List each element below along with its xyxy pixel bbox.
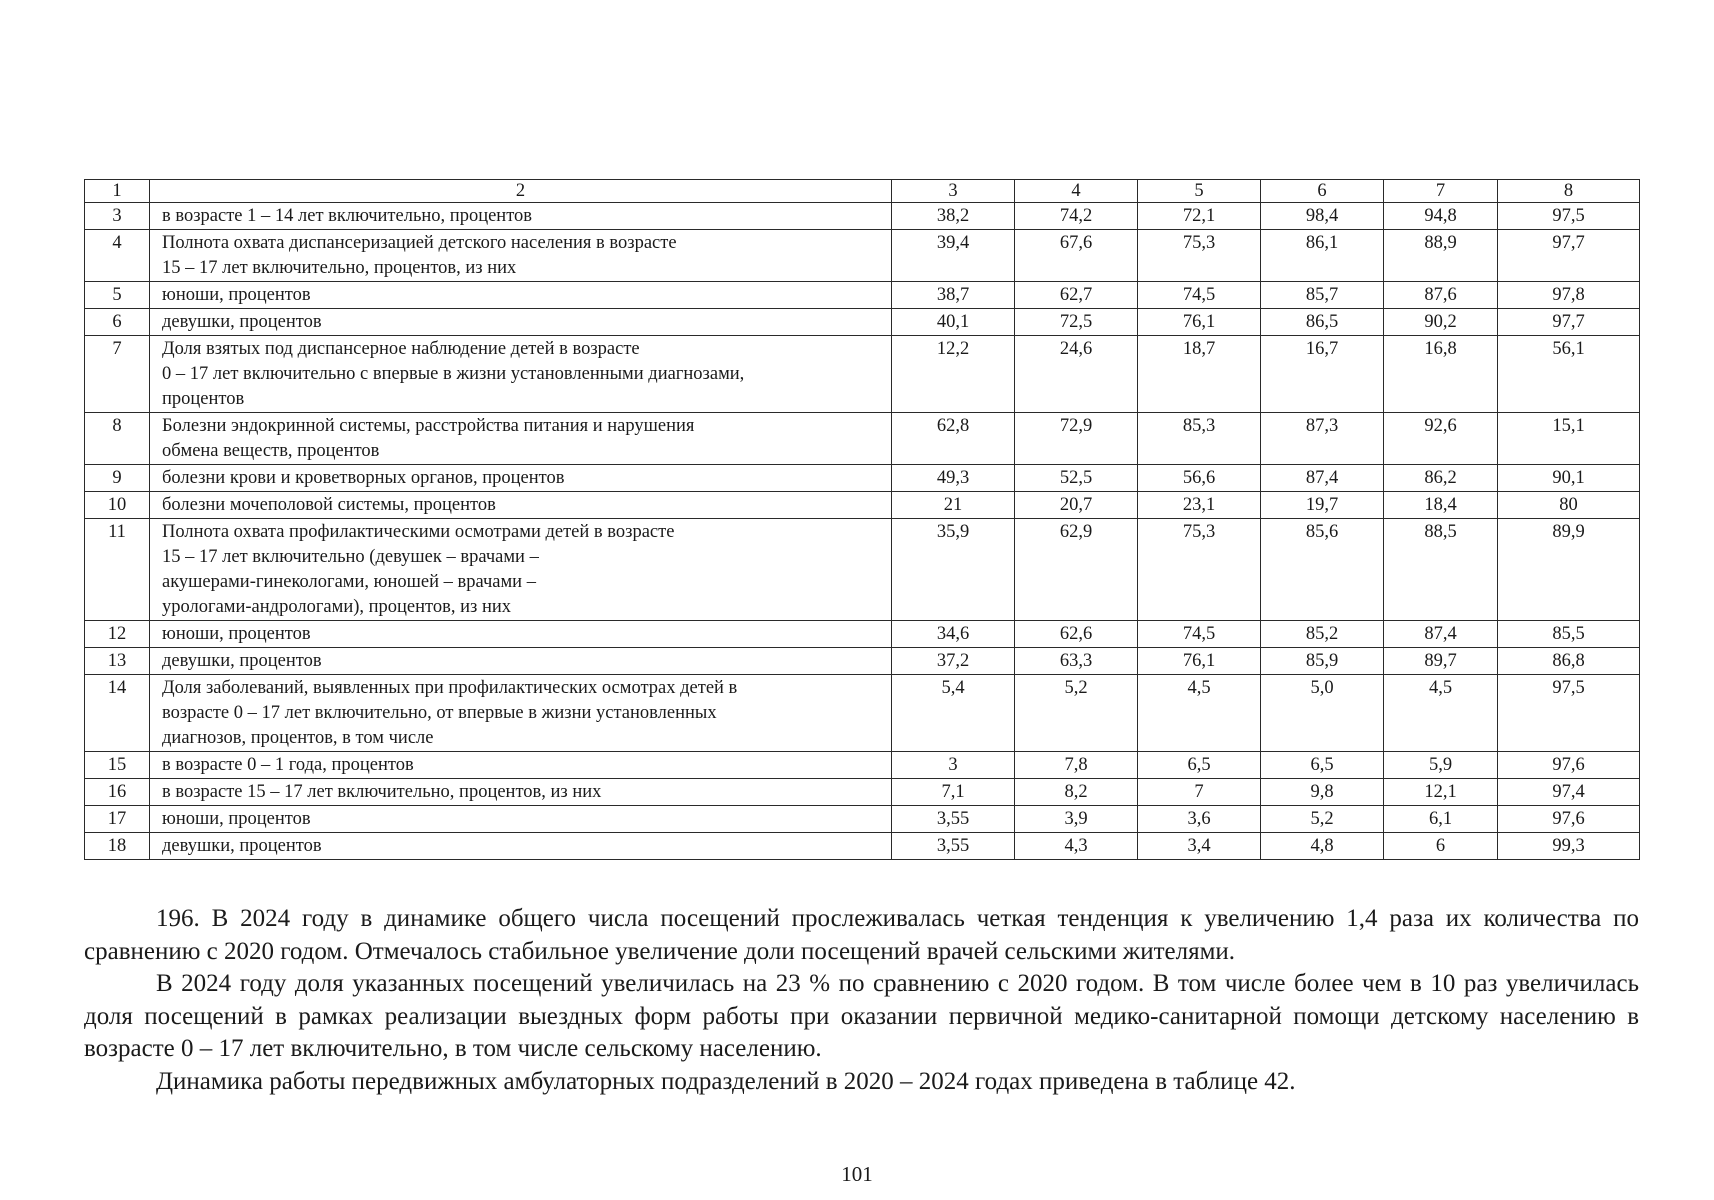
value-cell: 38,7	[892, 282, 1015, 309]
value-cell: 56,1	[1498, 336, 1640, 413]
value-cell: 24,6	[1015, 336, 1138, 413]
row-number: 11	[85, 519, 150, 621]
value-cell: 49,3	[892, 465, 1015, 492]
indicator-name-line: возрасте 0 – 17 лет включительно, от впервые в жизни установленных	[162, 703, 717, 723]
indicator-name	[150, 282, 892, 309]
value-cell: 97,4	[1498, 779, 1640, 806]
table-row	[85, 779, 1640, 806]
value-cell: 23,1	[1138, 492, 1261, 519]
value-cell: 86,1	[1261, 230, 1384, 282]
row-number: 17	[85, 806, 150, 833]
value-cell: 86,8	[1498, 648, 1640, 675]
value-cell: 74,5	[1138, 282, 1261, 309]
indicator-name-line: юноши, процентов	[162, 624, 311, 644]
row-number: 12	[85, 621, 150, 648]
value-cell: 34,6	[892, 621, 1015, 648]
value-cell: 6,5	[1138, 752, 1261, 779]
value-cell: 4,5	[1138, 675, 1261, 752]
value-cell: 85,7	[1261, 282, 1384, 309]
paragraph-visits-share: В 2024 году доля указанных посещений увеличилась на 23 % по сравнению с 2020 годом. В том числе более чем в 10 раз увеличилась доля посещений в рамках реализации выездных форм работы при оказании первичной медико-санитарной помощи детскому населению в возрасте 0 – 17 лет включительно, в том числе сельскому населению.	[84, 970, 1639, 1062]
indicator-name	[150, 675, 892, 752]
value-cell: 76,1	[1138, 309, 1261, 336]
row-number: 14	[85, 675, 150, 752]
value-cell: 80	[1498, 492, 1640, 519]
value-cell: 38,2	[892, 203, 1015, 230]
value-cell: 21	[892, 492, 1015, 519]
value-cell: 63,3	[1015, 648, 1138, 675]
value-cell: 5,2	[1015, 675, 1138, 752]
value-cell: 97,5	[1498, 203, 1640, 230]
value-cell: 6,5	[1261, 752, 1384, 779]
value-cell: 87,4	[1384, 621, 1498, 648]
indicator-name-line: болезни крови и кроветворных органов, процентов	[162, 468, 565, 488]
header-cell: 2	[150, 180, 892, 203]
indicator-name-line: акушерами-гинекологами, юношей – врачами –	[162, 572, 536, 592]
value-cell: 15,1	[1498, 413, 1640, 465]
table-row	[85, 413, 1640, 465]
value-cell: 72,9	[1015, 413, 1138, 465]
table-body	[85, 180, 1640, 860]
indicator-name	[150, 465, 892, 492]
table-header-row	[85, 180, 1640, 203]
row-number: 6	[85, 309, 150, 336]
indicator-name-line: Болезни эндокринной системы, расстройства питания и нарушения	[162, 416, 695, 436]
indicator-name	[150, 336, 892, 413]
table-row	[85, 203, 1640, 230]
value-cell: 40,1	[892, 309, 1015, 336]
indicator-name-line: юноши, процентов	[162, 809, 311, 829]
value-cell: 89,9	[1498, 519, 1640, 621]
value-cell: 97,7	[1498, 230, 1640, 282]
value-cell: 72,5	[1015, 309, 1138, 336]
value-cell: 3,9	[1015, 806, 1138, 833]
value-cell: 18,7	[1138, 336, 1261, 413]
value-cell: 5,0	[1261, 675, 1384, 752]
value-cell: 4,3	[1015, 833, 1138, 860]
indicator-name-line: урологами-андрологами), процентов, из них	[162, 597, 512, 617]
table-row	[85, 519, 1640, 621]
value-cell: 74,2	[1015, 203, 1138, 230]
header-cell: 5	[1138, 180, 1261, 203]
value-cell: 12,2	[892, 336, 1015, 413]
header-cell: 6	[1261, 180, 1384, 203]
indicator-name-line: Доля заболеваний, выявленных при профилактических осмотрах детей в	[162, 678, 738, 698]
indicator-name-line: юноши, процентов	[162, 285, 311, 305]
indicator-name	[150, 621, 892, 648]
value-cell: 3,55	[892, 833, 1015, 860]
header-cell: 7	[1384, 180, 1498, 203]
table-row	[85, 752, 1640, 779]
indicator-name-line: процентов	[162, 389, 245, 409]
value-cell: 75,3	[1138, 519, 1261, 621]
indicator-name	[150, 519, 892, 621]
row-number: 8	[85, 413, 150, 465]
value-cell: 37,2	[892, 648, 1015, 675]
table-row	[85, 806, 1640, 833]
indicator-name-line: в возрасте 0 – 1 года, процентов	[162, 755, 414, 775]
indicator-name-line: девушки, процентов	[162, 836, 322, 856]
indicator-name	[150, 203, 892, 230]
indicator-name-line: Полнота охвата профилактическими осмотрами детей в возрасте	[162, 522, 675, 542]
table-row	[85, 492, 1640, 519]
value-cell: 85,3	[1138, 413, 1261, 465]
row-number: 4	[85, 230, 150, 282]
value-cell: 62,8	[892, 413, 1015, 465]
row-number: 18	[85, 833, 150, 860]
indicator-name-line: в возрасте 15 – 17 лет включительно, процентов, из них	[162, 782, 602, 802]
value-cell: 52,5	[1015, 465, 1138, 492]
value-cell: 98,4	[1261, 203, 1384, 230]
row-number: 16	[85, 779, 150, 806]
value-cell: 62,6	[1015, 621, 1138, 648]
value-cell: 94,8	[1384, 203, 1498, 230]
value-cell: 12,1	[1384, 779, 1498, 806]
paragraph-196: 196. В 2024 году в динамике общего числа посещений прослеживалась четкая тенденция к увеличению 1,4 раза их количества по сравнению с 2020 годом. Отмечалось стабильное увеличение доли посещений врачей сельскими жителями.	[84, 905, 1639, 965]
row-number: 7	[85, 336, 150, 413]
value-cell: 87,6	[1384, 282, 1498, 309]
indicator-name-line: 0 – 17 лет включительно с впервые в жизни установленными диагнозами,	[162, 364, 745, 384]
value-cell: 89,7	[1384, 648, 1498, 675]
row-number: 10	[85, 492, 150, 519]
value-cell: 97,5	[1498, 675, 1640, 752]
value-cell: 97,6	[1498, 752, 1640, 779]
value-cell: 62,9	[1015, 519, 1138, 621]
indicator-name	[150, 413, 892, 465]
table-row	[85, 648, 1640, 675]
value-cell: 9,8	[1261, 779, 1384, 806]
value-cell: 62,7	[1015, 282, 1138, 309]
value-cell: 3,6	[1138, 806, 1261, 833]
indicator-name	[150, 833, 892, 860]
value-cell: 90,2	[1384, 309, 1498, 336]
value-cell: 56,6	[1138, 465, 1261, 492]
indicator-name	[150, 779, 892, 806]
value-cell: 20,7	[1015, 492, 1138, 519]
value-cell: 4,5	[1384, 675, 1498, 752]
value-cell: 5,4	[892, 675, 1015, 752]
indicator-name-line: обмена веществ, процентов	[162, 441, 380, 461]
value-cell: 75,3	[1138, 230, 1261, 282]
value-cell: 86,5	[1261, 309, 1384, 336]
value-cell: 3	[892, 752, 1015, 779]
value-cell: 8,2	[1015, 779, 1138, 806]
value-cell: 88,9	[1384, 230, 1498, 282]
row-number: 3	[85, 203, 150, 230]
value-cell: 92,6	[1384, 413, 1498, 465]
value-cell: 85,9	[1261, 648, 1384, 675]
indicator-name-line: 15 – 17 лет включительно (девушек – врачами –	[162, 547, 539, 567]
value-cell: 85,5	[1498, 621, 1640, 648]
table-row	[85, 465, 1640, 492]
value-cell: 6,1	[1384, 806, 1498, 833]
indicator-name	[150, 309, 892, 336]
indicator-name-line: в возрасте 1 – 14 лет включительно, процентов	[162, 206, 533, 226]
value-cell: 85,2	[1261, 621, 1384, 648]
value-cell: 97,7	[1498, 309, 1640, 336]
indicator-name-line: девушки, процентов	[162, 312, 322, 332]
header-cell: 3	[892, 180, 1015, 203]
table-row	[85, 309, 1640, 336]
table-row	[85, 282, 1640, 309]
indicator-name-line: Полнота охвата диспансеризацией детского населения в возрасте	[162, 233, 677, 253]
value-cell: 5,9	[1384, 752, 1498, 779]
value-cell: 99,3	[1498, 833, 1640, 860]
value-cell: 7,1	[892, 779, 1015, 806]
row-number: 13	[85, 648, 150, 675]
indicator-name-line: диагнозов, процентов, в том числе	[162, 728, 434, 748]
value-cell: 39,4	[892, 230, 1015, 282]
value-cell: 6	[1384, 833, 1498, 860]
value-cell: 67,6	[1015, 230, 1138, 282]
statistics-table	[84, 179, 1640, 860]
value-cell: 16,7	[1261, 336, 1384, 413]
indicator-name	[150, 752, 892, 779]
value-cell: 3,55	[892, 806, 1015, 833]
value-cell: 7	[1138, 779, 1261, 806]
row-number: 5	[85, 282, 150, 309]
indicator-name-line: болезни мочеполовой системы, процентов	[162, 495, 496, 515]
value-cell: 87,3	[1261, 413, 1384, 465]
row-number: 15	[85, 752, 150, 779]
value-cell: 16,8	[1384, 336, 1498, 413]
value-cell: 90,1	[1498, 465, 1640, 492]
value-cell: 87,4	[1261, 465, 1384, 492]
indicator-name-line: Доля взятых под диспансерное наблюдение детей в возрасте	[162, 339, 640, 359]
table-row	[85, 230, 1640, 282]
value-cell: 3,4	[1138, 833, 1261, 860]
header-cell: 8	[1498, 180, 1640, 203]
header-cell: 4	[1015, 180, 1138, 203]
value-cell: 18,4	[1384, 492, 1498, 519]
value-cell: 97,6	[1498, 806, 1640, 833]
table-row	[85, 675, 1640, 752]
indicator-name	[150, 230, 892, 282]
table-row	[85, 833, 1640, 860]
page-number: 101	[841, 1162, 873, 1186]
value-cell: 35,9	[892, 519, 1015, 621]
paragraph-mobile-units: Динамика работы передвижных амбулаторных подразделений в 2020 – 2024 годах приведена в таблице 42.	[156, 1068, 1296, 1095]
value-cell: 19,7	[1261, 492, 1384, 519]
value-cell: 72,1	[1138, 203, 1261, 230]
value-cell: 7,8	[1015, 752, 1138, 779]
value-cell: 85,6	[1261, 519, 1384, 621]
table-row	[85, 336, 1640, 413]
row-number: 9	[85, 465, 150, 492]
value-cell: 97,8	[1498, 282, 1640, 309]
value-cell: 4,8	[1261, 833, 1384, 860]
indicator-name-line: 15 – 17 лет включительно, процентов, из них	[162, 258, 517, 278]
value-cell: 86,2	[1384, 465, 1498, 492]
table-row	[85, 621, 1640, 648]
indicator-name	[150, 648, 892, 675]
indicator-name	[150, 806, 892, 833]
value-cell: 74,5	[1138, 621, 1261, 648]
indicator-name	[150, 492, 892, 519]
value-cell: 76,1	[1138, 648, 1261, 675]
value-cell: 88,5	[1384, 519, 1498, 621]
indicator-name-line: девушки, процентов	[162, 651, 322, 671]
value-cell: 5,2	[1261, 806, 1384, 833]
header-cell: 1	[85, 180, 150, 203]
